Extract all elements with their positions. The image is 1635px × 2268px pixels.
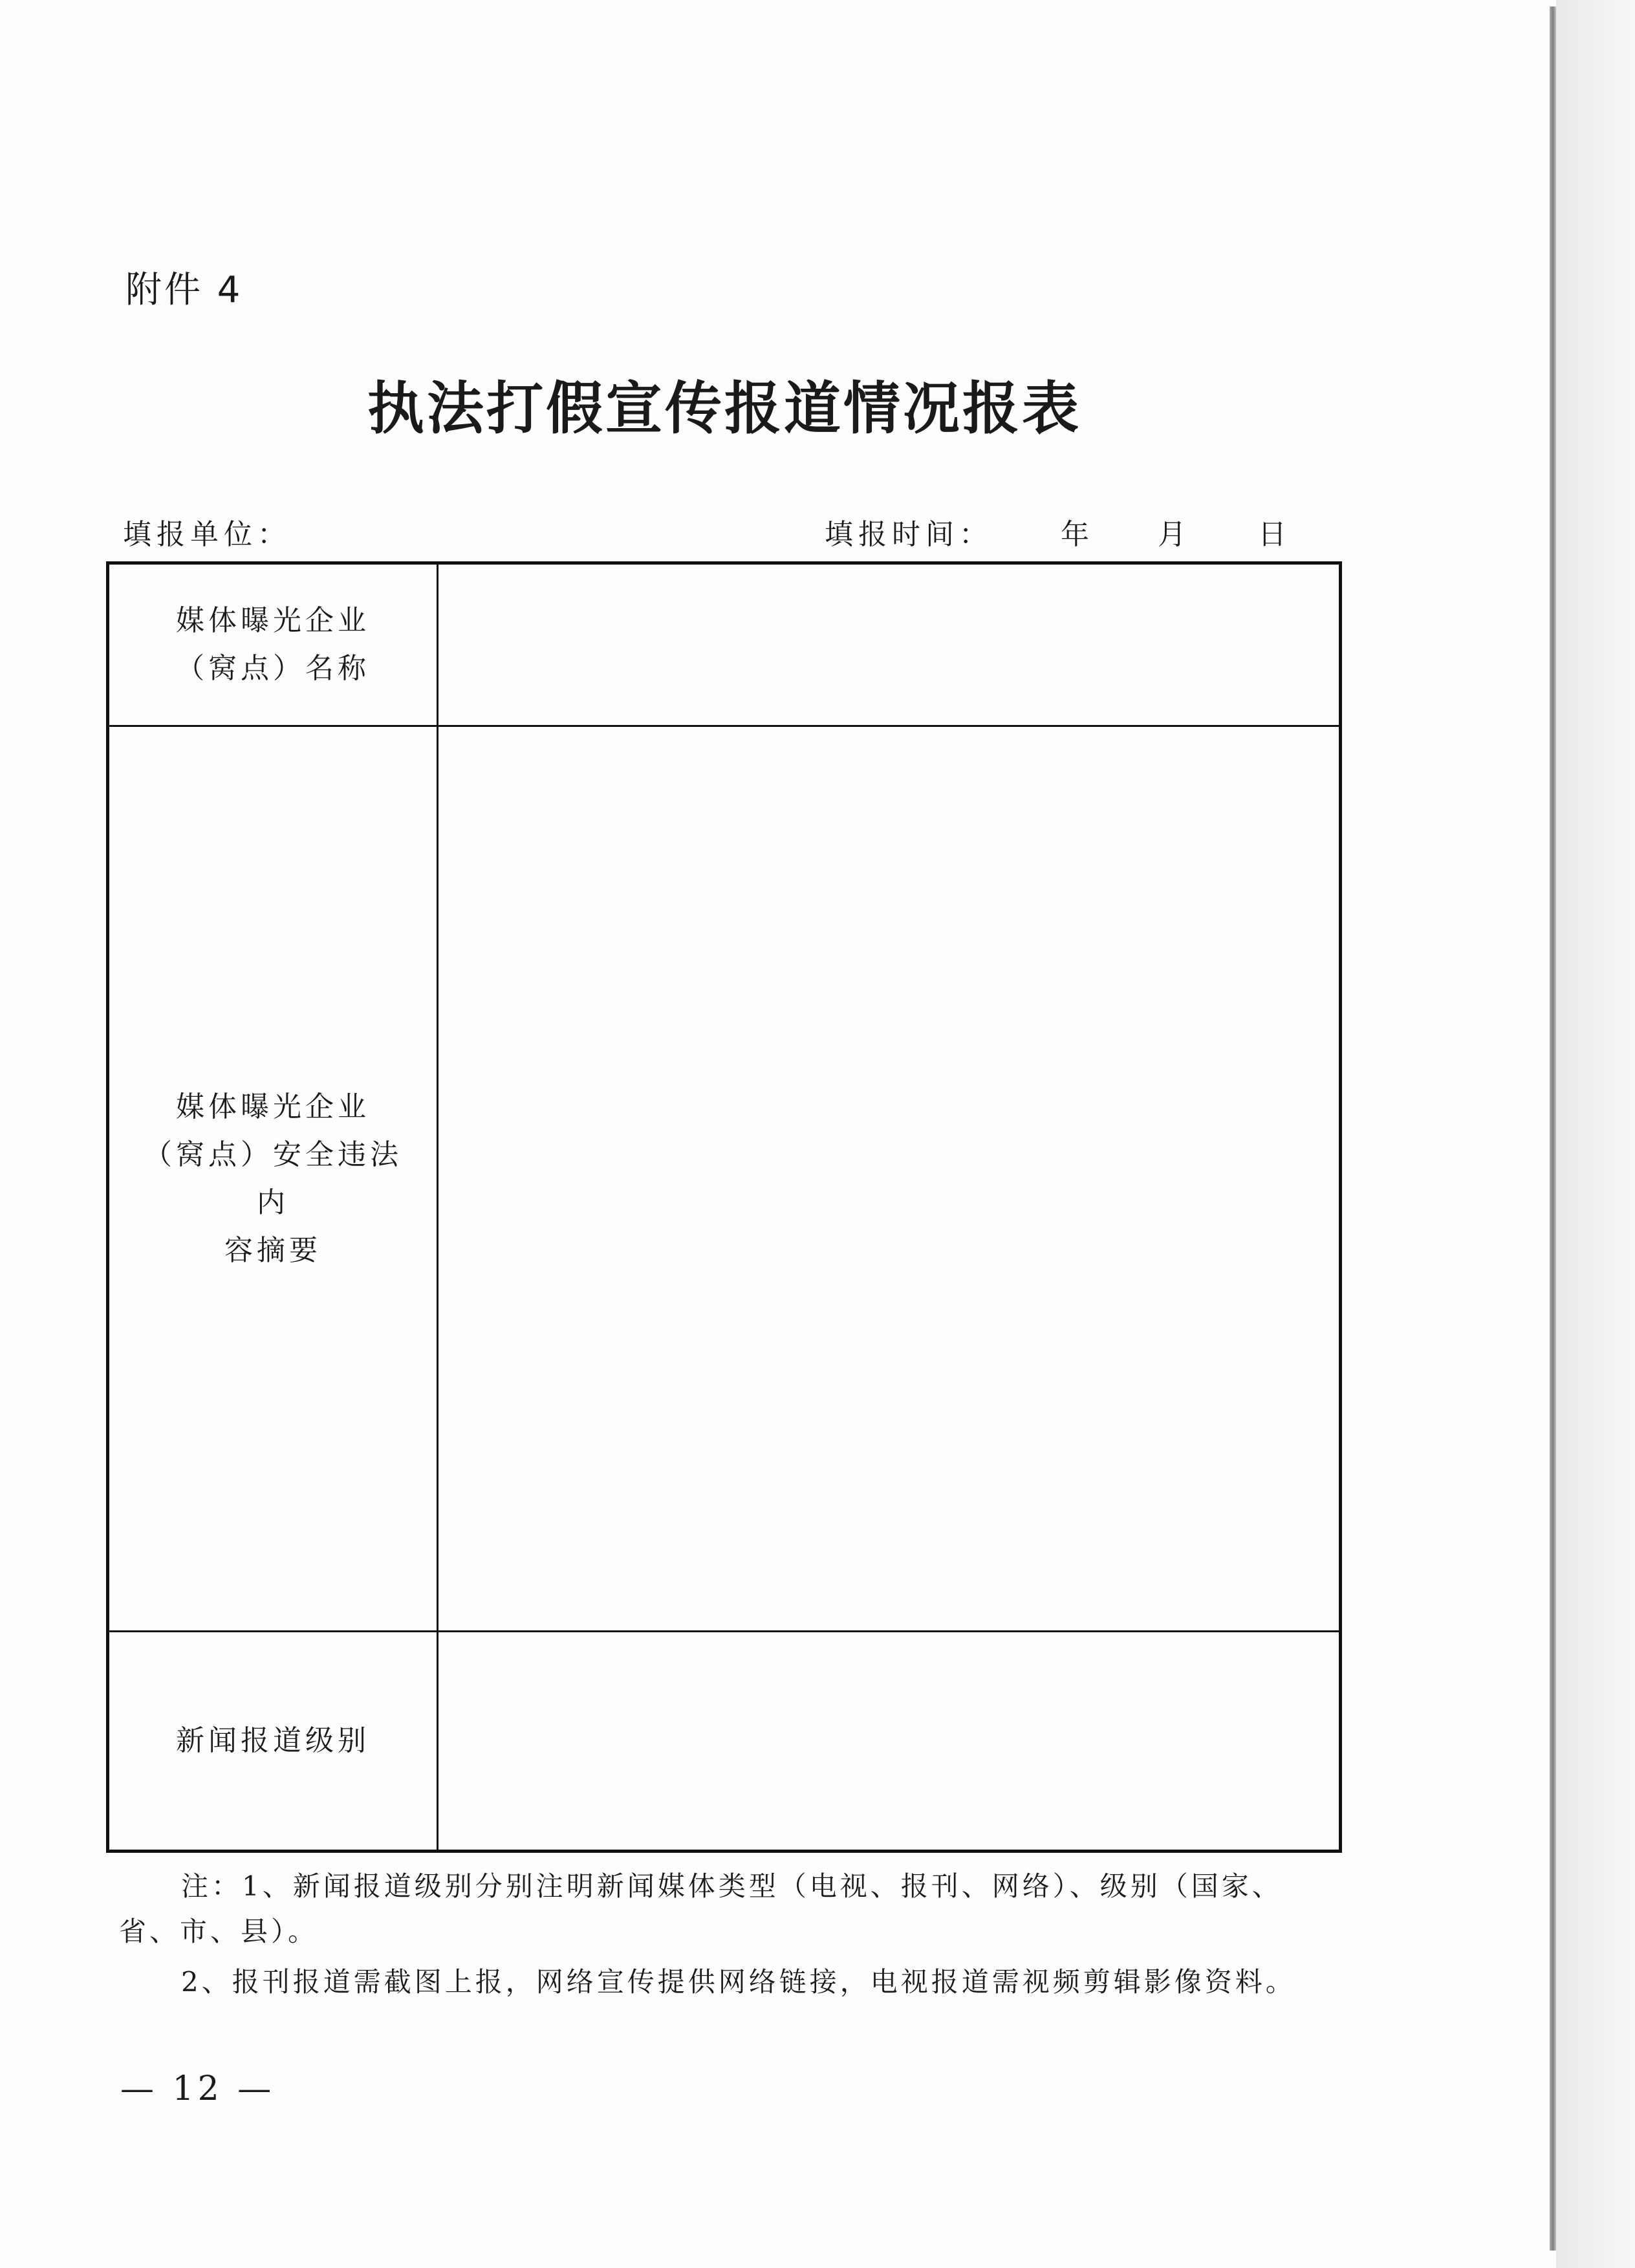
row-label-line: （窝点）安全违法内: [144, 1138, 402, 1219]
date-year-label: 年: [1061, 518, 1094, 551]
page-number: — 12 —: [120, 2069, 276, 2108]
violation-summary-field[interactable]: [438, 726, 1341, 1632]
fill-time-label: 填报时间：: [825, 518, 993, 551]
row-label-line: 媒体曝光企业: [176, 1090, 370, 1123]
company-name-label-cell: [108, 563, 438, 726]
row-label-line: 媒体曝光企业: [176, 604, 370, 637]
row-label-line: 新闻报道级别: [176, 1724, 370, 1757]
note-2: 2、报刊报道需截图上报，网络宣传提供网络链接，电视报道需视频剪辑影像资料。: [181, 1966, 1296, 1998]
row-label-line: （窝点）名称: [176, 652, 370, 685]
violation-summary-label-cell: [108, 726, 438, 1632]
table-row: [108, 726, 1341, 1632]
report-form-table: [106, 561, 1342, 1853]
report-level-field[interactable]: [438, 1632, 1341, 1852]
page-title: 执法打假宣传报道情况报表: [367, 375, 1081, 442]
date-day-label: 日: [1258, 518, 1292, 551]
page-edge: [1550, 6, 1556, 2251]
table-row: [108, 563, 1341, 726]
table-row: [108, 1632, 1341, 1852]
attachment-label: 附件 4: [125, 269, 243, 311]
fill-unit-label: 填报单位：: [123, 518, 291, 551]
note-1: 注：1、新闻报道级别分别注明新闻媒体类型（电视、报刊、网络）、级别（国家、省、市、县）。: [119, 1870, 1283, 1947]
company-name-field[interactable]: [438, 563, 1341, 726]
report-level-label-cell: [108, 1632, 438, 1852]
row-label-line: 容摘要: [224, 1233, 321, 1267]
date-month-label: 月: [1158, 518, 1191, 551]
page-edge-shadow: [1556, 0, 1635, 2268]
